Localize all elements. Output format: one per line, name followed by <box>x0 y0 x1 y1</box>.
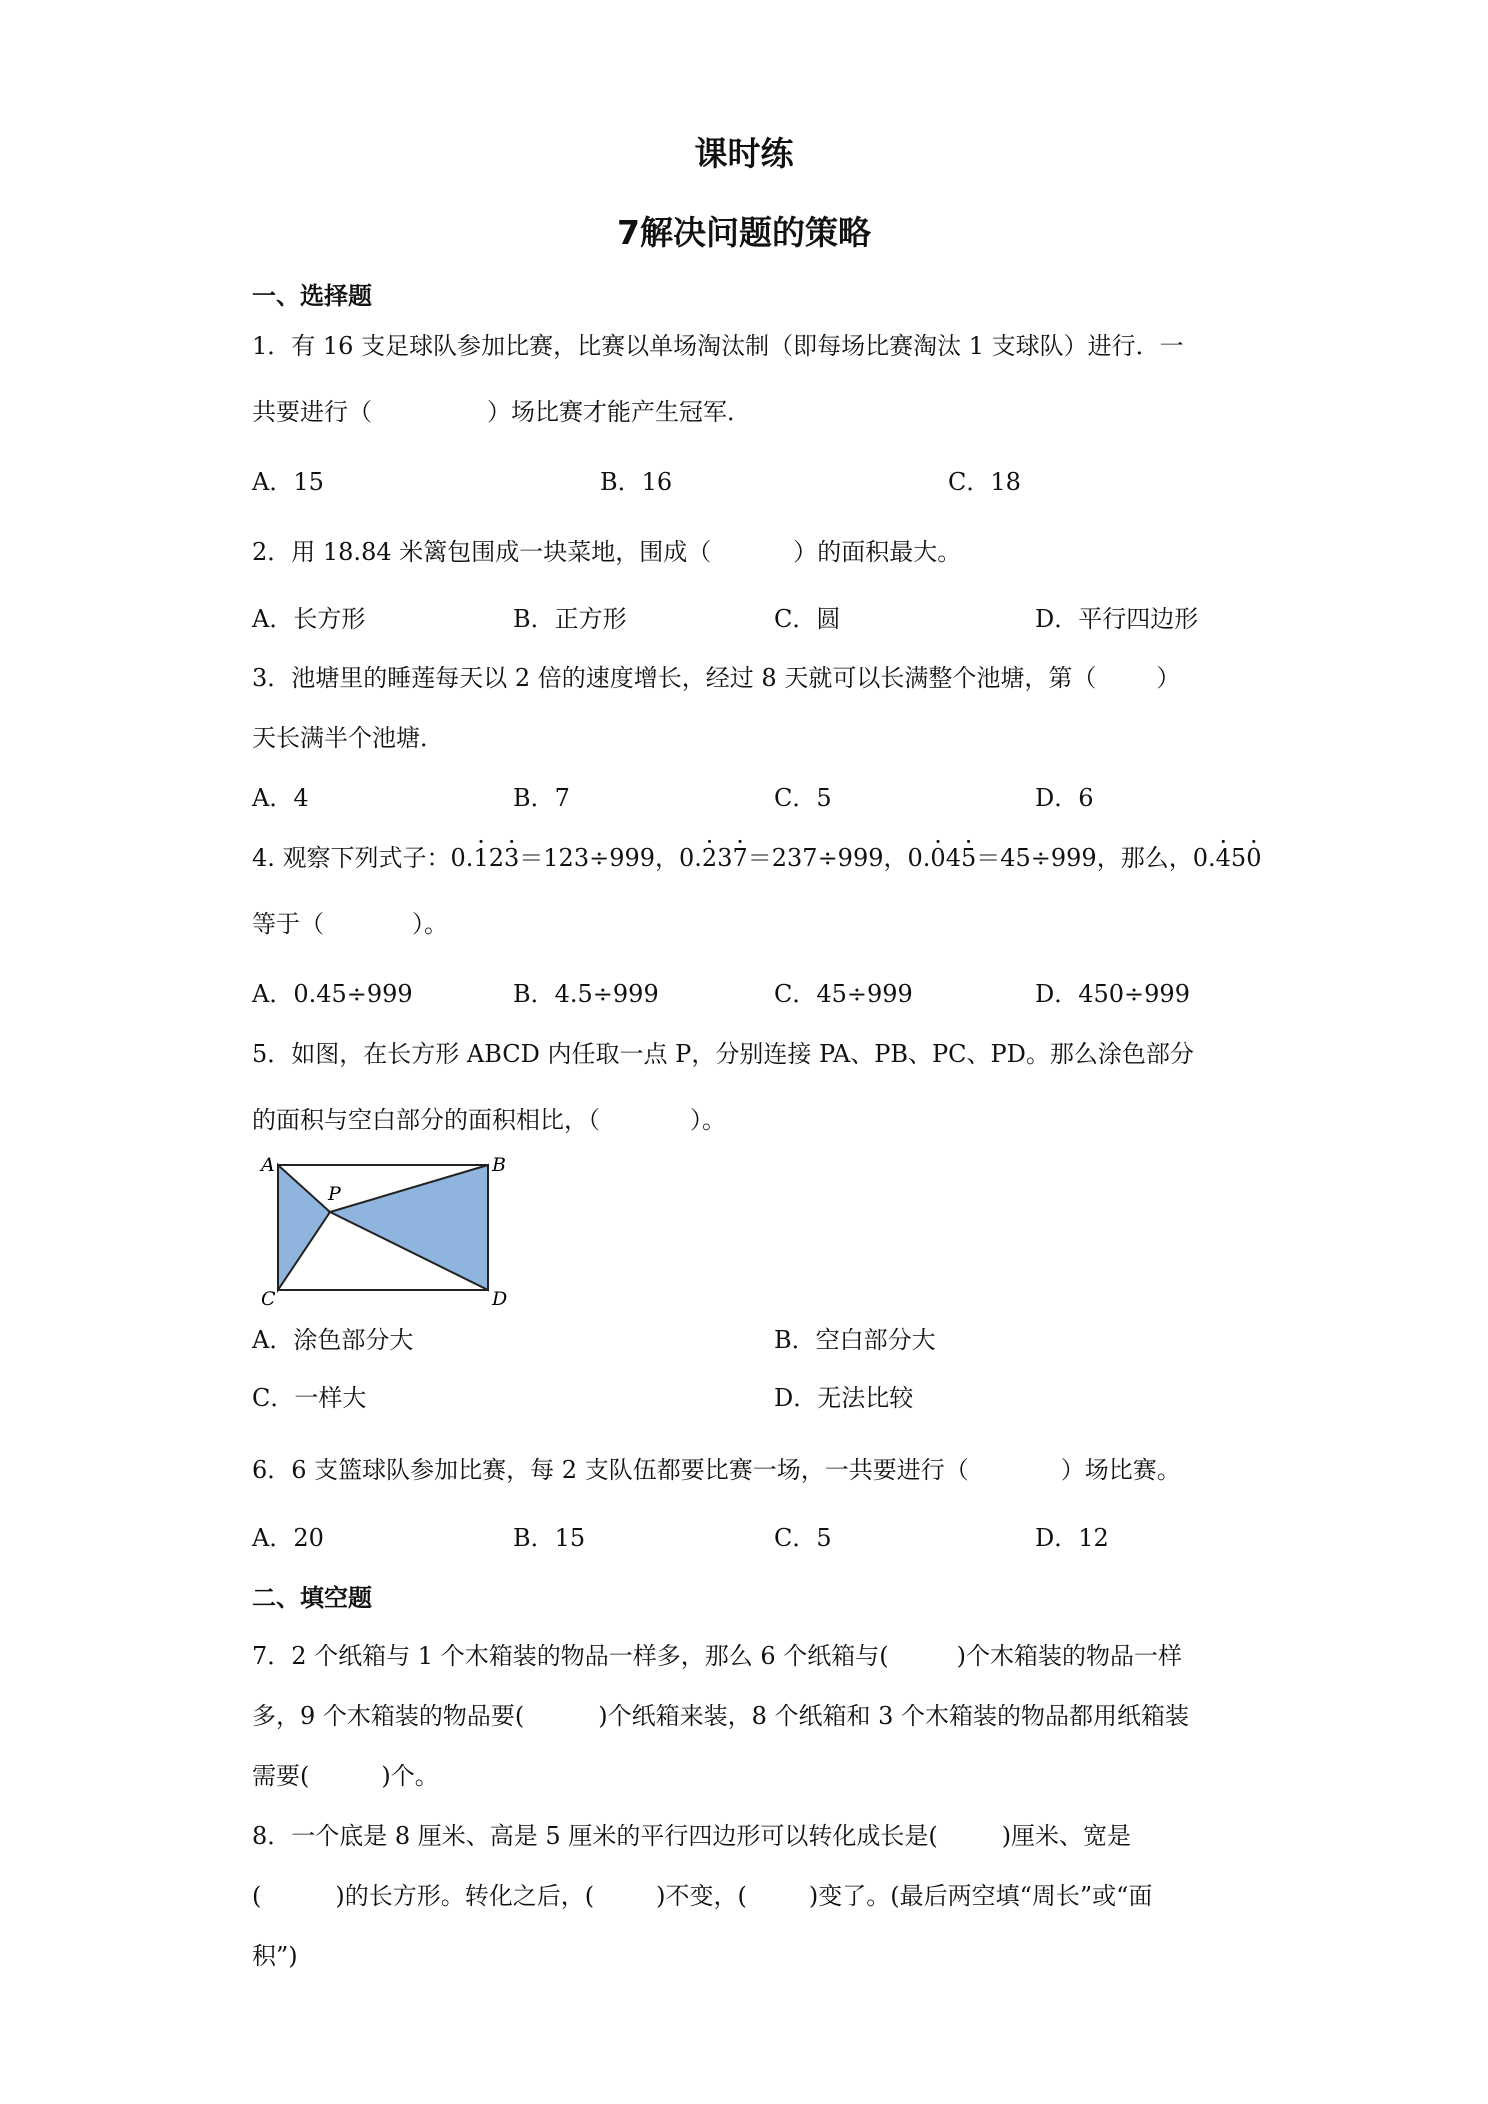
question-4-text-cont: 等于（ ）。 <box>252 910 448 938</box>
question-2-option-d[interactable]: D．平行四边形 <box>1035 605 1199 633</box>
question-3-option-d[interactable]: D．6 <box>1035 784 1094 812</box>
question-3-option-b[interactable]: B．7 <box>513 784 570 812</box>
question-5-option-c[interactable]: C．一样大 <box>252 1384 367 1412</box>
shaded-triangle-pbd <box>330 1165 488 1290</box>
repeating-decimal-1: 0.· 12· 3 <box>451 844 520 872</box>
question-8-text-end: 积”) <box>252 1942 298 1970</box>
repeating-decimal-3: 0.· 04· 5 <box>908 844 977 872</box>
question-2-option-b[interactable]: B．正方形 <box>513 605 627 633</box>
question-4-option-a[interactable]: A．0.45÷999 <box>252 980 413 1008</box>
question-6-text: 6．6 支篮球队参加比赛，每 2 支队伍都要比赛一场，一共要进行（ ）场比赛。 <box>252 1456 1181 1484</box>
question-3-option-c[interactable]: C．5 <box>774 784 832 812</box>
question-5-option-a[interactable]: A．涂色部分大 <box>252 1326 414 1354</box>
question-1-text: 1．有 16 支足球队参加比赛，比赛以单场淘汰制（即每场比赛淘汰 1 支球队）进行．一 <box>252 332 1184 360</box>
question-5-text: 5．如图，在长方形 ABCD 内任取一点 P，分别连接 PA、PB、PC、PD。那么涂色部分 <box>252 1040 1194 1068</box>
section-heading-fill: 二、填空题 <box>252 1584 372 1612</box>
vertex-label-b: B <box>492 1154 506 1176</box>
repeating-decimal-2: 0.· 23· 7 <box>679 844 748 872</box>
question-5-option-d[interactable]: D．无法比较 <box>774 1384 914 1412</box>
question-1-option-b[interactable]: B．16 <box>600 468 673 496</box>
question-2-option-a[interactable]: A．长方形 <box>252 605 366 633</box>
question-7-text-end: 需要( )个。 <box>252 1762 439 1790</box>
vertex-label-d: D <box>492 1288 508 1310</box>
question-6-option-a[interactable]: A．20 <box>252 1524 324 1552</box>
question-2-text: 2．用 18.84 米篱包围成一块菜地，围成（ ）的面积最大。 <box>252 538 962 566</box>
question-6-option-d[interactable]: D．12 <box>1035 1524 1109 1552</box>
question-3-option-a[interactable]: A．4 <box>252 784 309 812</box>
page-title: 课时练 <box>694 134 794 173</box>
question-4-text: 4. 观察下列式子：0.· 12· 3＝123÷999，0.· 23· 7＝237÷999，0.· 04· 5＝45÷999，那么，0.· 45· 0 <box>252 838 1261 873</box>
question-1-option-c[interactable]: C．18 <box>948 468 1021 496</box>
question-5-text-cont: 的面积与空白部分的面积相比，（ ）。 <box>252 1106 726 1134</box>
question-8-text: 8．一个底是 8 厘米、高是 5 厘米的平行四边形可以转化成长是( )厘米、宽是 <box>252 1822 1132 1850</box>
vertex-label-a: A <box>261 1154 275 1176</box>
question-3-text-cont: 天长满半个池塘． <box>252 724 444 752</box>
shaded-triangle-pac <box>278 1165 330 1290</box>
question-4-option-d[interactable]: D．450÷999 <box>1035 980 1190 1008</box>
question-7-text: 7．2 个纸箱与 1 个木箱装的物品一样多，那么 6 个纸箱与( )个木箱装的物品一样 <box>252 1642 1182 1670</box>
question-8-text-cont: ( )的长方形。转化之后，( )不变，( )变了。(最后两空填“周长”或“面 <box>252 1882 1153 1910</box>
question-6-option-c[interactable]: C．5 <box>774 1524 832 1552</box>
question-4-option-c[interactable]: C．45÷999 <box>774 980 913 1008</box>
question-1-option-a[interactable]: A．15 <box>252 468 324 496</box>
question-1-text-cont: 共要进行（ ）场比赛才能产生冠军． <box>252 398 751 426</box>
repeating-decimal-4: 0.· 45· 0 <box>1193 844 1262 872</box>
question-3-text: 3．池塘里的睡莲每天以 2 倍的速度增长，经过 8 天就可以长满整个池塘，第（ ） <box>252 664 1181 692</box>
point-label-p: P <box>328 1183 341 1205</box>
page-subtitle: 7解决问题的策略 <box>617 213 871 252</box>
section-heading-choice: 一、选择题 <box>252 282 372 310</box>
question-6-option-b[interactable]: B．15 <box>513 1524 586 1552</box>
rectangle-abcd-figure <box>258 1150 518 1310</box>
question-7-text-cont: 多，9 个木箱装的物品要( )个纸箱来装，8 个纸箱和 3 个木箱装的物品都用纸箱装 <box>252 1702 1190 1730</box>
vertex-label-c: C <box>261 1288 276 1310</box>
question-4-option-b[interactable]: B．4.5÷999 <box>513 980 659 1008</box>
question-2-option-c[interactable]: C．圆 <box>774 605 841 633</box>
question-5-option-b[interactable]: B．空白部分大 <box>774 1326 936 1354</box>
